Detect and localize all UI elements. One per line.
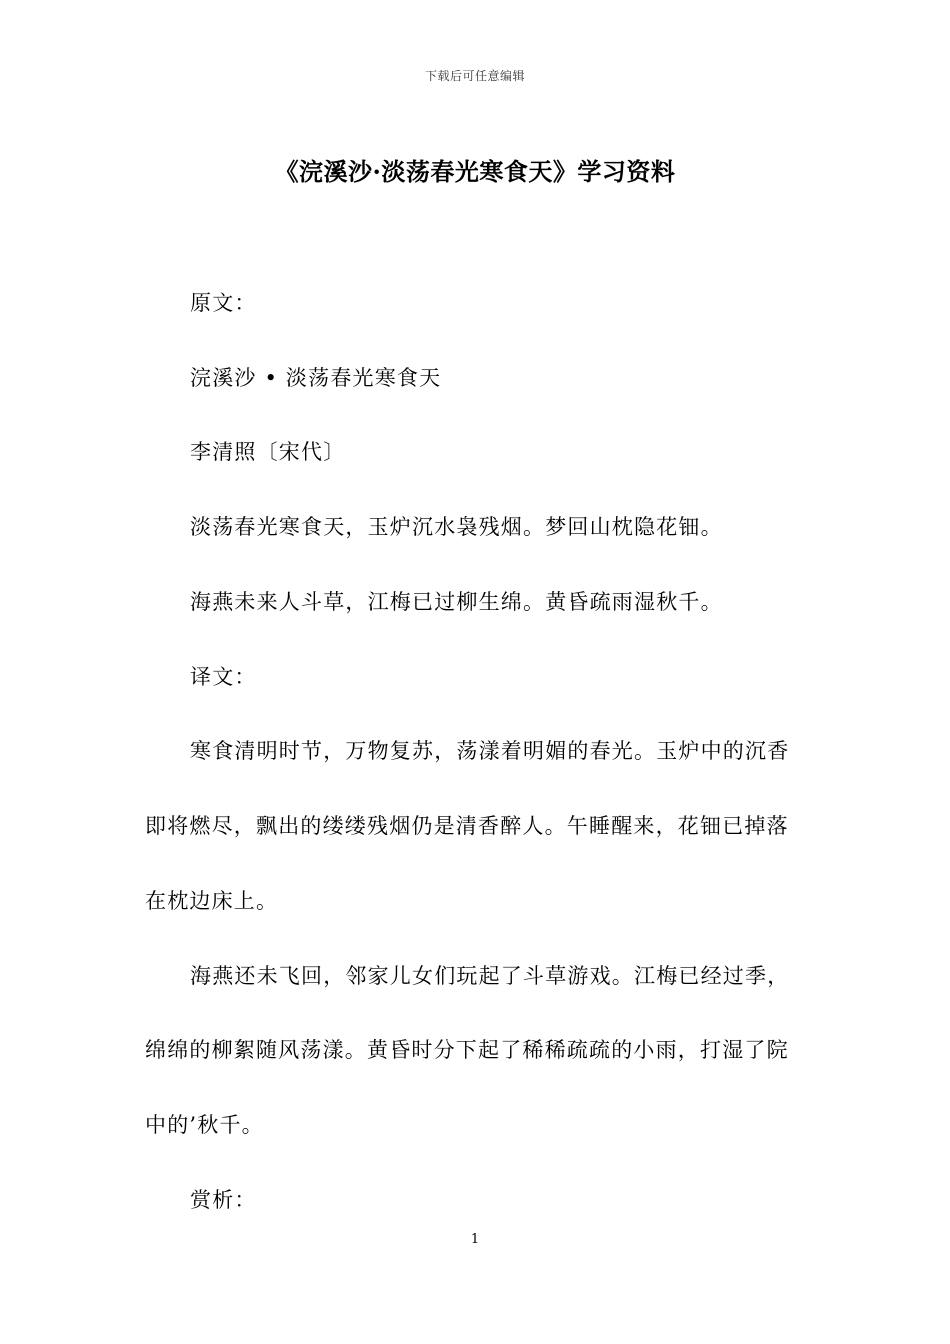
document-title: 《浣溪沙·淡荡春光寒食天》学习资料: [274, 157, 676, 186]
translation-para-1-line-2: 即将燃尽，飘出的缕缕残烟仍是清香醉人。午睡醒来，花钿已掉落: [145, 814, 789, 838]
translation-label: 译文：: [190, 665, 257, 689]
translation-para-2-line-3: 中的’秋千。: [145, 1113, 264, 1137]
page-number: 1: [470, 1232, 480, 1247]
translation-para-1-line-1: 寒食清明时节，万物复苏，荡漾着明媚的春光。玉炉中的沉香: [190, 739, 790, 763]
poem-title: 浣溪沙 • 淡荡春光寒食天: [190, 366, 442, 390]
poem-verse-1: 淡荡春光寒食天，玉炉沉水袅残烟。梦回山枕隐花钿。: [190, 515, 723, 539]
appreciation-label: 赏析：: [190, 1188, 257, 1212]
header-note: 下载后可任意编辑: [424, 69, 525, 83]
poem-author: 李清照〔宋代〕: [190, 440, 346, 464]
translation-para-1-line-3: 在枕边床上。: [145, 889, 279, 913]
original-text-label: 原文：: [190, 291, 257, 315]
translation-para-2-line-2: 绵绵的柳絮随风荡漾。黄昏时分下起了稀稀疏疏的小雨，打湿了院: [145, 1038, 789, 1062]
translation-para-2-line-1: 海燕还未飞回，邻家儿女们玩起了斗草游戏。江梅已经过季，: [190, 964, 790, 988]
poem-verse-2: 海燕未来人斗草，江梅已过柳生绵。黄昏疏雨湿秋千。: [190, 590, 723, 614]
